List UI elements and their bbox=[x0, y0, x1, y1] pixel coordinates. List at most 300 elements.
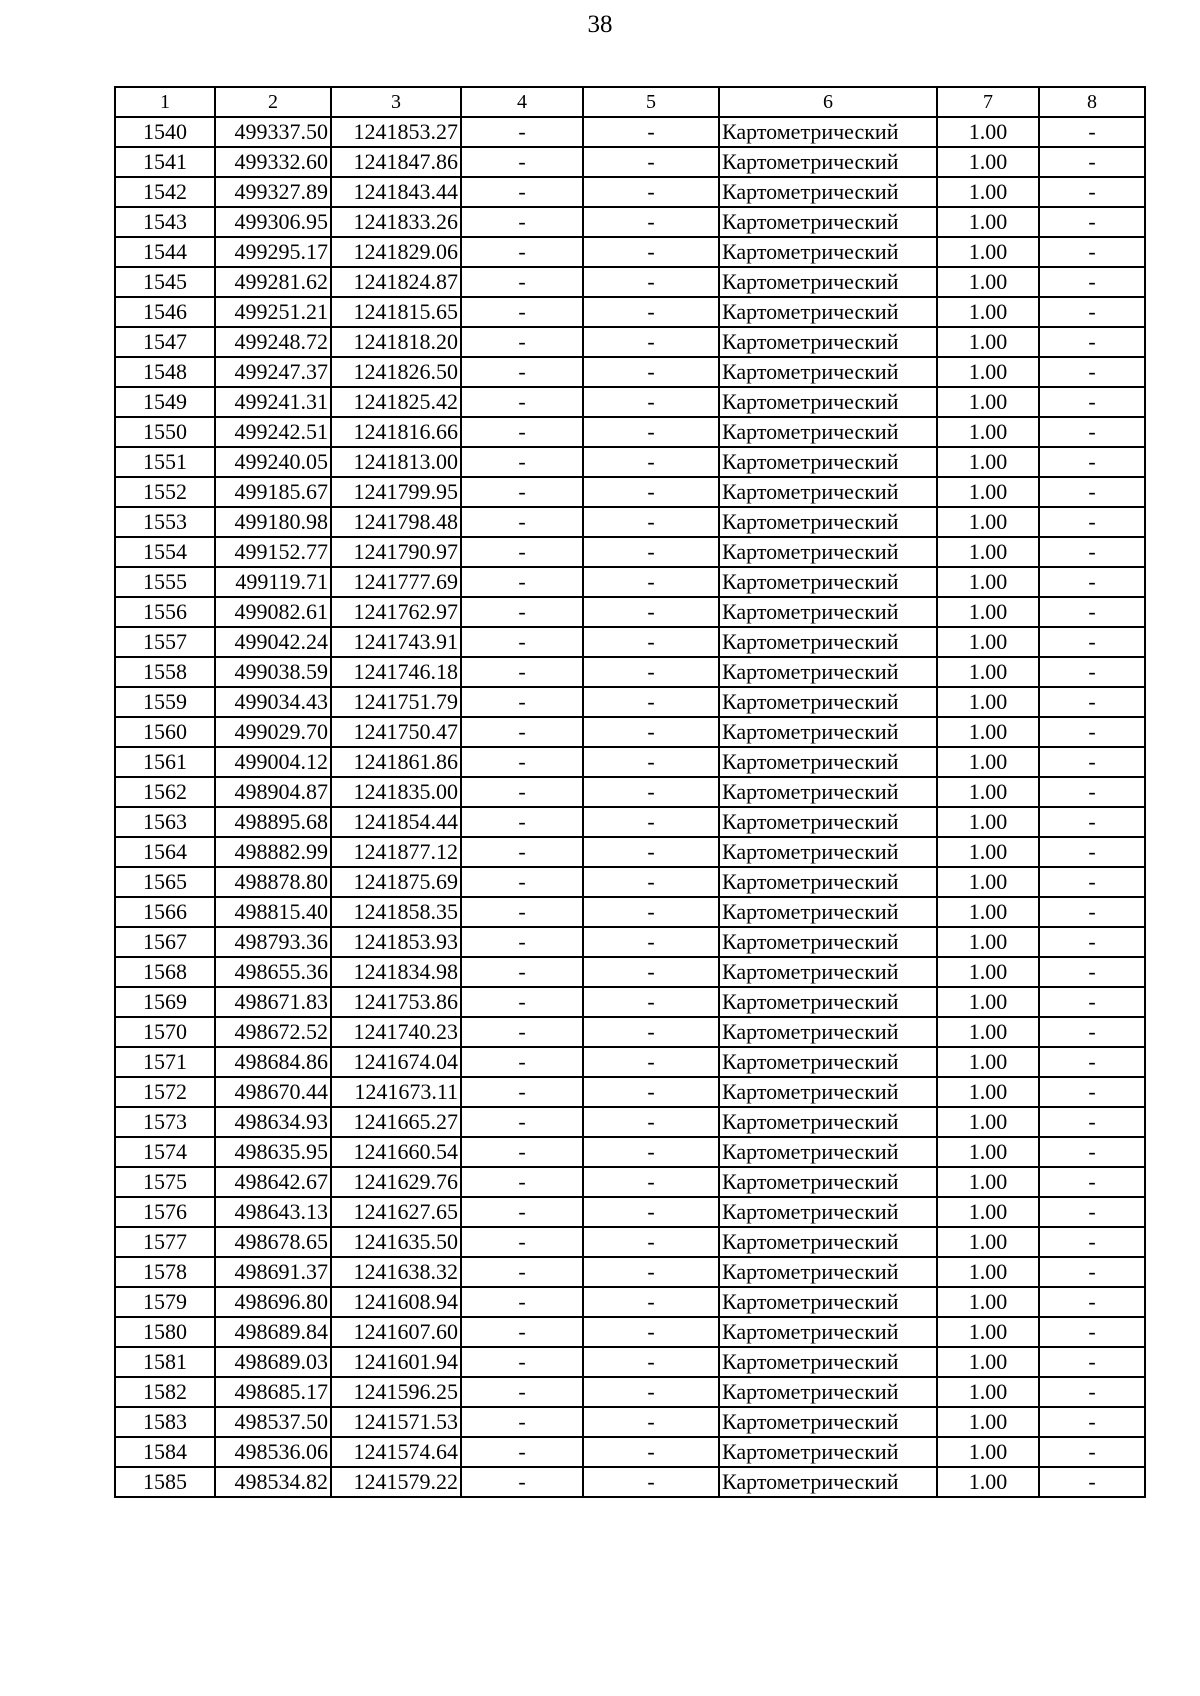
method-cell: Картометрический bbox=[719, 1047, 937, 1077]
column-4-cell: - bbox=[461, 687, 583, 717]
accuracy-cell: 1.00 bbox=[937, 657, 1039, 687]
point-number-cell: 1583 bbox=[115, 1407, 215, 1437]
column-4-cell: - bbox=[461, 147, 583, 177]
column-4-cell: - bbox=[461, 1197, 583, 1227]
point-number-cell: 1552 bbox=[115, 477, 215, 507]
column-4-cell: - bbox=[461, 1317, 583, 1347]
column-5-cell: - bbox=[583, 717, 719, 747]
column-5-cell: - bbox=[583, 777, 719, 807]
accuracy-cell: 1.00 bbox=[937, 1377, 1039, 1407]
x-coordinate-cell: 498689.03 bbox=[215, 1347, 331, 1377]
point-number-cell: 1581 bbox=[115, 1347, 215, 1377]
column-4-cell: - bbox=[461, 117, 583, 147]
column-4-cell: - bbox=[461, 1407, 583, 1437]
table-row bbox=[115, 867, 1145, 897]
column-8-cell: - bbox=[1039, 477, 1145, 507]
x-coordinate-cell: 498670.44 bbox=[215, 1077, 331, 1107]
x-coordinate-cell: 499295.17 bbox=[215, 237, 331, 267]
column-4-cell: - bbox=[461, 387, 583, 417]
point-number-cell: 1582 bbox=[115, 1377, 215, 1407]
column-8-cell: - bbox=[1039, 1467, 1145, 1497]
method-cell: Картометрический bbox=[719, 1287, 937, 1317]
method-cell: Картометрический bbox=[719, 747, 937, 777]
x-coordinate-cell: 499038.59 bbox=[215, 657, 331, 687]
method-cell: Картометрический bbox=[719, 957, 937, 987]
column-8-cell: - bbox=[1039, 1017, 1145, 1047]
y-coordinate-cell: 1241813.00 bbox=[331, 447, 461, 477]
column-5-cell: - bbox=[583, 987, 719, 1017]
accuracy-cell: 1.00 bbox=[937, 297, 1039, 327]
column-header: 4 bbox=[461, 87, 583, 117]
column-8-cell: - bbox=[1039, 1347, 1145, 1377]
column-5-cell: - bbox=[583, 447, 719, 477]
table-row bbox=[115, 1347, 1145, 1377]
accuracy-cell: 1.00 bbox=[937, 1437, 1039, 1467]
point-number-cell: 1568 bbox=[115, 957, 215, 987]
x-coordinate-cell: 498684.86 bbox=[215, 1047, 331, 1077]
y-coordinate-cell: 1241638.32 bbox=[331, 1257, 461, 1287]
column-4-cell: - bbox=[461, 327, 583, 357]
method-cell: Картометрический bbox=[719, 627, 937, 657]
column-8-cell: - bbox=[1039, 747, 1145, 777]
column-8-cell: - bbox=[1039, 1137, 1145, 1167]
column-4-cell: - bbox=[461, 1137, 583, 1167]
column-header: 5 bbox=[583, 87, 719, 117]
x-coordinate-cell: 498536.06 bbox=[215, 1437, 331, 1467]
point-number-cell: 1564 bbox=[115, 837, 215, 867]
method-cell: Картометрический bbox=[719, 297, 937, 327]
column-4-cell: - bbox=[461, 597, 583, 627]
point-number-cell: 1575 bbox=[115, 1167, 215, 1197]
table-row bbox=[115, 387, 1145, 417]
column-header: 8 bbox=[1039, 87, 1145, 117]
y-coordinate-cell: 1241665.27 bbox=[331, 1107, 461, 1137]
column-8-cell: - bbox=[1039, 687, 1145, 717]
column-5-cell: - bbox=[583, 477, 719, 507]
column-5-cell: - bbox=[583, 1077, 719, 1107]
table-row bbox=[115, 1077, 1145, 1107]
column-8-cell: - bbox=[1039, 807, 1145, 837]
column-4-cell: - bbox=[461, 777, 583, 807]
column-4-cell: - bbox=[461, 1257, 583, 1287]
point-number-cell: 1545 bbox=[115, 267, 215, 297]
column-8-cell: - bbox=[1039, 627, 1145, 657]
table-row bbox=[115, 1017, 1145, 1047]
column-4-cell: - bbox=[461, 237, 583, 267]
table-row bbox=[115, 807, 1145, 837]
table-row bbox=[115, 1317, 1145, 1347]
accuracy-cell: 1.00 bbox=[937, 957, 1039, 987]
y-coordinate-cell: 1241877.12 bbox=[331, 837, 461, 867]
column-5-cell: - bbox=[583, 1317, 719, 1347]
method-cell: Картометрический bbox=[719, 597, 937, 627]
column-5-cell: - bbox=[583, 357, 719, 387]
column-5-cell: - bbox=[583, 1377, 719, 1407]
y-coordinate-cell: 1241762.97 bbox=[331, 597, 461, 627]
point-number-cell: 1554 bbox=[115, 537, 215, 567]
x-coordinate-cell: 499306.95 bbox=[215, 207, 331, 237]
point-number-cell: 1540 bbox=[115, 117, 215, 147]
table-row bbox=[115, 627, 1145, 657]
column-5-cell: - bbox=[583, 297, 719, 327]
table-row bbox=[115, 237, 1145, 267]
table-row bbox=[115, 117, 1145, 147]
method-cell: Картометрический bbox=[719, 177, 937, 207]
column-4-cell: - bbox=[461, 897, 583, 927]
y-coordinate-cell: 1241629.76 bbox=[331, 1167, 461, 1197]
point-number-cell: 1544 bbox=[115, 237, 215, 267]
column-8-cell: - bbox=[1039, 777, 1145, 807]
method-cell: Картометрический bbox=[719, 1437, 937, 1467]
y-coordinate-cell: 1241875.69 bbox=[331, 867, 461, 897]
table-row bbox=[115, 207, 1145, 237]
column-8-cell: - bbox=[1039, 147, 1145, 177]
accuracy-cell: 1.00 bbox=[937, 627, 1039, 657]
column-8-cell: - bbox=[1039, 297, 1145, 327]
y-coordinate-cell: 1241816.66 bbox=[331, 417, 461, 447]
column-4-cell: - bbox=[461, 747, 583, 777]
x-coordinate-cell: 498793.36 bbox=[215, 927, 331, 957]
method-cell: Картометрический bbox=[719, 267, 937, 297]
column-8-cell: - bbox=[1039, 387, 1145, 417]
point-number-cell: 1580 bbox=[115, 1317, 215, 1347]
point-number-cell: 1553 bbox=[115, 507, 215, 537]
column-5-cell: - bbox=[583, 1047, 719, 1077]
y-coordinate-cell: 1241829.06 bbox=[331, 237, 461, 267]
table-row bbox=[115, 987, 1145, 1017]
accuracy-cell: 1.00 bbox=[937, 357, 1039, 387]
column-5-cell: - bbox=[583, 657, 719, 687]
point-number-cell: 1574 bbox=[115, 1137, 215, 1167]
x-coordinate-cell: 499332.60 bbox=[215, 147, 331, 177]
column-5-cell: - bbox=[583, 147, 719, 177]
column-8-cell: - bbox=[1039, 1407, 1145, 1437]
accuracy-cell: 1.00 bbox=[937, 1197, 1039, 1227]
x-coordinate-cell: 498691.37 bbox=[215, 1257, 331, 1287]
y-coordinate-cell: 1241601.94 bbox=[331, 1347, 461, 1377]
table-row bbox=[115, 507, 1145, 537]
y-coordinate-cell: 1241854.44 bbox=[331, 807, 461, 837]
column-8-cell: - bbox=[1039, 867, 1145, 897]
y-coordinate-cell: 1241571.53 bbox=[331, 1407, 461, 1437]
column-4-cell: - bbox=[461, 837, 583, 867]
accuracy-cell: 1.00 bbox=[937, 1317, 1039, 1347]
column-4-cell: - bbox=[461, 1467, 583, 1497]
table-row bbox=[115, 357, 1145, 387]
y-coordinate-cell: 1241750.47 bbox=[331, 717, 461, 747]
point-number-cell: 1558 bbox=[115, 657, 215, 687]
point-number-cell: 1541 bbox=[115, 147, 215, 177]
column-8-cell: - bbox=[1039, 327, 1145, 357]
y-coordinate-cell: 1241834.98 bbox=[331, 957, 461, 987]
y-coordinate-cell: 1241815.65 bbox=[331, 297, 461, 327]
table-body bbox=[115, 117, 1145, 1497]
x-coordinate-cell: 498537.50 bbox=[215, 1407, 331, 1437]
method-cell: Картометрический bbox=[719, 1107, 937, 1137]
table-row bbox=[115, 1407, 1145, 1437]
x-coordinate-cell: 498634.93 bbox=[215, 1107, 331, 1137]
method-cell: Картометрический bbox=[719, 477, 937, 507]
table-row bbox=[115, 447, 1145, 477]
x-coordinate-cell: 499152.77 bbox=[215, 537, 331, 567]
y-coordinate-cell: 1241825.42 bbox=[331, 387, 461, 417]
table-row bbox=[115, 747, 1145, 777]
x-coordinate-cell: 499004.12 bbox=[215, 747, 331, 777]
column-5-cell: - bbox=[583, 1347, 719, 1377]
y-coordinate-cell: 1241579.22 bbox=[331, 1467, 461, 1497]
column-header: 3 bbox=[331, 87, 461, 117]
point-number-cell: 1584 bbox=[115, 1437, 215, 1467]
column-4-cell: - bbox=[461, 1017, 583, 1047]
accuracy-cell: 1.00 bbox=[937, 1347, 1039, 1377]
column-8-cell: - bbox=[1039, 1287, 1145, 1317]
accuracy-cell: 1.00 bbox=[937, 837, 1039, 867]
point-number-cell: 1571 bbox=[115, 1047, 215, 1077]
column-5-cell: - bbox=[583, 597, 719, 627]
table-row bbox=[115, 297, 1145, 327]
point-number-cell: 1551 bbox=[115, 447, 215, 477]
point-number-cell: 1560 bbox=[115, 717, 215, 747]
x-coordinate-cell: 499337.50 bbox=[215, 117, 331, 147]
point-number-cell: 1555 bbox=[115, 567, 215, 597]
y-coordinate-cell: 1241777.69 bbox=[331, 567, 461, 597]
table-row bbox=[115, 537, 1145, 567]
column-8-cell: - bbox=[1039, 207, 1145, 237]
point-number-cell: 1550 bbox=[115, 417, 215, 447]
column-4-cell: - bbox=[461, 627, 583, 657]
point-number-cell: 1569 bbox=[115, 987, 215, 1017]
column-5-cell: - bbox=[583, 1197, 719, 1227]
method-cell: Картометрический bbox=[719, 117, 937, 147]
method-cell: Картометрический bbox=[719, 1137, 937, 1167]
x-coordinate-cell: 498689.84 bbox=[215, 1317, 331, 1347]
column-4-cell: - bbox=[461, 867, 583, 897]
method-cell: Картометрический bbox=[719, 1377, 937, 1407]
y-coordinate-cell: 1241843.44 bbox=[331, 177, 461, 207]
point-number-cell: 1573 bbox=[115, 1107, 215, 1137]
method-cell: Картометрический bbox=[719, 1167, 937, 1197]
column-8-cell: - bbox=[1039, 837, 1145, 867]
x-coordinate-cell: 499119.71 bbox=[215, 567, 331, 597]
y-coordinate-cell: 1241574.64 bbox=[331, 1437, 461, 1467]
column-8-cell: - bbox=[1039, 1437, 1145, 1467]
table-row bbox=[115, 687, 1145, 717]
table-row bbox=[115, 957, 1145, 987]
column-8-cell: - bbox=[1039, 1077, 1145, 1107]
table-row bbox=[115, 417, 1145, 447]
y-coordinate-cell: 1241608.94 bbox=[331, 1287, 461, 1317]
column-4-cell: - bbox=[461, 987, 583, 1017]
x-coordinate-cell: 498904.87 bbox=[215, 777, 331, 807]
column-header: 7 bbox=[937, 87, 1039, 117]
accuracy-cell: 1.00 bbox=[937, 807, 1039, 837]
column-5-cell: - bbox=[583, 207, 719, 237]
accuracy-cell: 1.00 bbox=[937, 387, 1039, 417]
y-coordinate-cell: 1241799.95 bbox=[331, 477, 461, 507]
table-row bbox=[115, 777, 1145, 807]
y-coordinate-cell: 1241607.60 bbox=[331, 1317, 461, 1347]
accuracy-cell: 1.00 bbox=[937, 1257, 1039, 1287]
column-5-cell: - bbox=[583, 1257, 719, 1287]
x-coordinate-cell: 498878.80 bbox=[215, 867, 331, 897]
column-5-cell: - bbox=[583, 897, 719, 927]
column-4-cell: - bbox=[461, 447, 583, 477]
accuracy-cell: 1.00 bbox=[937, 1047, 1039, 1077]
accuracy-cell: 1.00 bbox=[937, 777, 1039, 807]
point-number-cell: 1570 bbox=[115, 1017, 215, 1047]
column-5-cell: - bbox=[583, 507, 719, 537]
column-5-cell: - bbox=[583, 1437, 719, 1467]
column-8-cell: - bbox=[1039, 927, 1145, 957]
accuracy-cell: 1.00 bbox=[937, 1107, 1039, 1137]
column-4-cell: - bbox=[461, 1377, 583, 1407]
point-number-cell: 1563 bbox=[115, 807, 215, 837]
column-4-cell: - bbox=[461, 927, 583, 957]
x-coordinate-cell: 499042.24 bbox=[215, 627, 331, 657]
y-coordinate-cell: 1241746.18 bbox=[331, 657, 461, 687]
method-cell: Картометрический bbox=[719, 1257, 937, 1287]
column-4-cell: - bbox=[461, 957, 583, 987]
accuracy-cell: 1.00 bbox=[937, 327, 1039, 357]
x-coordinate-cell: 499240.05 bbox=[215, 447, 331, 477]
accuracy-cell: 1.00 bbox=[937, 1407, 1039, 1437]
column-8-cell: - bbox=[1039, 597, 1145, 627]
y-coordinate-cell: 1241673.11 bbox=[331, 1077, 461, 1107]
column-4-cell: - bbox=[461, 417, 583, 447]
accuracy-cell: 1.00 bbox=[937, 447, 1039, 477]
column-5-cell: - bbox=[583, 237, 719, 267]
column-4-cell: - bbox=[461, 1107, 583, 1137]
y-coordinate-cell: 1241740.23 bbox=[331, 1017, 461, 1047]
column-5-cell: - bbox=[583, 327, 719, 357]
y-coordinate-cell: 1241660.54 bbox=[331, 1137, 461, 1167]
column-4-cell: - bbox=[461, 267, 583, 297]
table-row bbox=[115, 1197, 1145, 1227]
table-row bbox=[115, 1437, 1145, 1467]
point-number-cell: 1585 bbox=[115, 1467, 215, 1497]
x-coordinate-cell: 498672.52 bbox=[215, 1017, 331, 1047]
coordinates-table bbox=[114, 86, 1146, 1498]
point-number-cell: 1566 bbox=[115, 897, 215, 927]
x-coordinate-cell: 499247.37 bbox=[215, 357, 331, 387]
column-8-cell: - bbox=[1039, 1227, 1145, 1257]
method-cell: Картометрический bbox=[719, 537, 937, 567]
y-coordinate-cell: 1241833.26 bbox=[331, 207, 461, 237]
accuracy-cell: 1.00 bbox=[937, 717, 1039, 747]
column-4-cell: - bbox=[461, 807, 583, 837]
column-8-cell: - bbox=[1039, 567, 1145, 597]
point-number-cell: 1576 bbox=[115, 1197, 215, 1227]
column-5-cell: - bbox=[583, 177, 719, 207]
point-number-cell: 1547 bbox=[115, 327, 215, 357]
column-8-cell: - bbox=[1039, 177, 1145, 207]
method-cell: Картометрический bbox=[719, 1227, 937, 1257]
x-coordinate-cell: 498635.95 bbox=[215, 1137, 331, 1167]
column-5-cell: - bbox=[583, 867, 719, 897]
column-5-cell: - bbox=[583, 417, 719, 447]
column-5-cell: - bbox=[583, 687, 719, 717]
accuracy-cell: 1.00 bbox=[937, 1137, 1039, 1167]
column-header: 1 bbox=[115, 87, 215, 117]
column-8-cell: - bbox=[1039, 1167, 1145, 1197]
accuracy-cell: 1.00 bbox=[937, 897, 1039, 927]
column-5-cell: - bbox=[583, 1407, 719, 1437]
x-coordinate-cell: 499242.51 bbox=[215, 417, 331, 447]
x-coordinate-cell: 498655.36 bbox=[215, 957, 331, 987]
method-cell: Картометрический bbox=[719, 387, 937, 417]
x-coordinate-cell: 498882.99 bbox=[215, 837, 331, 867]
column-5-cell: - bbox=[583, 1167, 719, 1197]
accuracy-cell: 1.00 bbox=[937, 987, 1039, 1017]
table-row bbox=[115, 1137, 1145, 1167]
y-coordinate-cell: 1241635.50 bbox=[331, 1227, 461, 1257]
point-number-cell: 1548 bbox=[115, 357, 215, 387]
method-cell: Картометрический bbox=[719, 1017, 937, 1047]
accuracy-cell: 1.00 bbox=[937, 687, 1039, 717]
column-5-cell: - bbox=[583, 747, 719, 777]
accuracy-cell: 1.00 bbox=[937, 417, 1039, 447]
table-row bbox=[115, 1467, 1145, 1497]
accuracy-cell: 1.00 bbox=[937, 507, 1039, 537]
accuracy-cell: 1.00 bbox=[937, 477, 1039, 507]
point-number-cell: 1567 bbox=[115, 927, 215, 957]
point-number-cell: 1542 bbox=[115, 177, 215, 207]
method-cell: Картометрический bbox=[719, 987, 937, 1017]
method-cell: Картометрический bbox=[719, 867, 937, 897]
point-number-cell: 1562 bbox=[115, 777, 215, 807]
method-cell: Картометрический bbox=[719, 1467, 937, 1497]
y-coordinate-cell: 1241853.27 bbox=[331, 117, 461, 147]
x-coordinate-cell: 499241.31 bbox=[215, 387, 331, 417]
table-row bbox=[115, 147, 1145, 177]
table-row bbox=[115, 327, 1145, 357]
column-8-cell: - bbox=[1039, 417, 1145, 447]
table-row bbox=[115, 837, 1145, 867]
accuracy-cell: 1.00 bbox=[937, 567, 1039, 597]
accuracy-cell: 1.00 bbox=[937, 747, 1039, 777]
point-number-cell: 1557 bbox=[115, 627, 215, 657]
x-coordinate-cell: 499180.98 bbox=[215, 507, 331, 537]
accuracy-cell: 1.00 bbox=[937, 597, 1039, 627]
accuracy-cell: 1.00 bbox=[937, 1167, 1039, 1197]
column-5-cell: - bbox=[583, 1017, 719, 1047]
point-number-cell: 1561 bbox=[115, 747, 215, 777]
column-4-cell: - bbox=[461, 507, 583, 537]
column-4-cell: - bbox=[461, 657, 583, 687]
column-5-cell: - bbox=[583, 927, 719, 957]
y-coordinate-cell: 1241853.93 bbox=[331, 927, 461, 957]
column-8-cell: - bbox=[1039, 657, 1145, 687]
x-coordinate-cell: 498685.17 bbox=[215, 1377, 331, 1407]
column-5-cell: - bbox=[583, 627, 719, 657]
column-5-cell: - bbox=[583, 807, 719, 837]
column-4-cell: - bbox=[461, 1227, 583, 1257]
point-number-cell: 1577 bbox=[115, 1227, 215, 1257]
method-cell: Картометрический bbox=[719, 927, 937, 957]
column-4-cell: - bbox=[461, 1347, 583, 1377]
column-4-cell: - bbox=[461, 1047, 583, 1077]
method-cell: Картометрический bbox=[719, 147, 937, 177]
x-coordinate-cell: 498534.82 bbox=[215, 1467, 331, 1497]
table-row bbox=[115, 1257, 1145, 1287]
x-coordinate-cell: 498678.65 bbox=[215, 1227, 331, 1257]
column-5-cell: - bbox=[583, 387, 719, 417]
table-row bbox=[115, 897, 1145, 927]
y-coordinate-cell: 1241798.48 bbox=[331, 507, 461, 537]
table-row bbox=[115, 1047, 1145, 1077]
method-cell: Картометрический bbox=[719, 357, 937, 387]
point-number-cell: 1578 bbox=[115, 1257, 215, 1287]
